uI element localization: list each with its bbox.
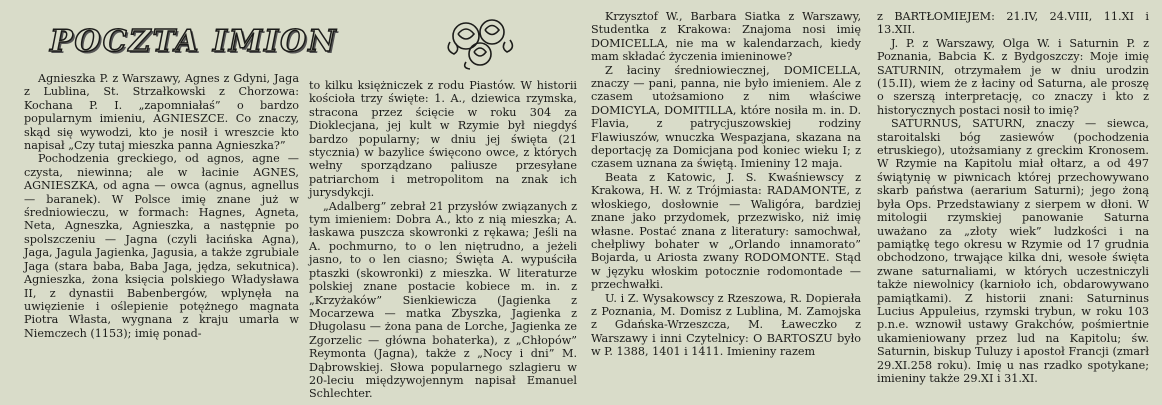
paragraph: U. i Z. Wysakowscy z Rzeszowa, R. Dopierała z Poznania, M. Domisz z Lublina, M. Zamojska z Gdańska-Wrzeszcza, M. Ławeczko z Warszawy i inni Czytelnicy: O BARTOSZU było w P. 1388, 1401 i 1411. Imieniny razem <box>591 291 861 359</box>
paragraph: „Adalberg” zebrał 21 przysłów związanych z tym imieniem: Dobra A., kto z nią mieszka; A. łaskawa puszcza skowronki z rękawa; Jeśli na A. pochmurno, to o len niętrudno, a jeżeli jasno, to o len ciasno; Święta A. wypuściła ptaszki (skowronki) z mieszka. W literaturze polskiej znane postacie kobiece m. in. z „Krzyżaków” Sienkiewicza (Jagienka z Mocarzewa — matka Zbyszka, Jagienka z Długolasu — żona pana de Lorche, Jagienka ze Zgorzelic — główna bohaterka), z „Chłopów” Reymonta (Jagna), także z „Nocy i dni” M. Dąbrowskiej. Słowa popularnego szlagieru w 20-leciu międzywojennym napisał Emanuel Schlechter. <box>309 199 577 401</box>
paragraph: to kilku księżniczek z rodu Piastów. W historii kościoła trzy święte: 1. A., dziewica rzymska, stracona przez ścięcie w roku 304 za Dioklecjana, jej kult w Rzymie był niegdyś bardzo popularny; w dniu jej święta (21 stycznia) w bazylice święcono owce, z których wełny sporządzano paliusze przesyłane patriarchom i metropolitom na znak ich jurysdykcji. <box>309 79 577 200</box>
page-title: POCZTA IMION <box>50 24 338 59</box>
paragraph: z BARTŁOMIEJEM: 21.IV, 24.VIII, 11.XI i 13.XII. <box>877 10 1149 37</box>
paragraph: Krzysztof W., Barbara Siatka z Warszawy, Studentka z Krakowa: Znajoma nosi imię DOMICELLA, nie ma w kalendarzach, kiedy mam składać życzenia imieninowe? <box>591 10 861 64</box>
paragraph: J. P. z Warszawy, Olga W. i Saturnin P. z Poznania, Babcia K. z Bydgoszczy: Moje imię SATURNIN, otrzymałem je w dniu urodzin (15.II), wiem że z łaciny od Saturna, ale proszę o szerszą interpretację, co znaczy i kto z historycznych postaci nosił to imię? <box>877 36 1149 117</box>
text-column-2 <box>309 79 577 401</box>
text-column-3 <box>591 10 861 359</box>
paragraph: SATURNUS, SATURN, znaczy — siewca, staroitalski bóg zasiewów (pochodzenia etruskiego), utożsamiany z greckim Kronosem. W Rzymie na Kapitolu miał ołtarz, a od 497 świątynię w piwnicach której przechowywano skarb państwa (aerarium Saturni); jego żoną była Ops. Przedstawiany z sierpem w dłoni. W mitologii rzymskiej panowanie Saturna uważano za „złoty wiek” ludzkości i na pamiątkę tego okresu w Rzymie od 17 grudnia obchodzono, trwające kilka dni, wesołe święta zwane saturnaliami, w których uczestniczyli także niewolnicy (karnioło ich, obdarowywano pamiątkami). Z historii znani: Saturninus Lucius Appuleius, rzymski trybun, w roku 103 p.n.e. wznowił ustawy Grakchów, pośmiertnie ukamieniowany przez lud na Kapitolu; św. Saturnin, biskup Tuluzy i apostoł Francji (zmarł 29.XI.258 roku). Imię u nas rzadko spotykane; imieniny także 29.XI i 31.XI. <box>877 117 1149 385</box>
flower-icon <box>444 12 518 70</box>
paragraph: Z łaciny średniowiecznej, DOMICELLA, znaczy — pani, panna, nie było imieniem. Ale z czasem utożsamiono z nim właściwe DOMICYLA, DOMITILLA, które nosiła m. in. D. Flavia, z patrycjuszowskiej rodziny Flawiuszów, wnuczka Wespazjana, skazana na deportację za Domicjana pod koniec wieku I; z czasem uznana za świętą. Imieniny 12 maja. <box>591 63 861 171</box>
text-column-4 <box>877 10 1149 385</box>
paragraph: Pochodzenia greckiego, od agnos, agne — czysta, niewinna; ale w łacinie AGNES, AGNIESZKA, od agna — owca (agnus, agnellus — baranek). W Polsce imię znane już w średniowieczu, w formach: Hagnes, Agneta, Neta, Agneszka, Agnieszka, a następnie po spolszczeniu — Jagna (czyli łacińska Agna), Jaga, Jagula Jagienka, Jagusia, a także zgrubiale Jaga (stara baba, Baba Jaga, jędza, sekutnica). Agnieszka, żona księcia polskiego Władysława II, z dynastii Babenbergów, wplynęła na uwięzienie i oślepienie potężnego magnata Piotra Własta, wygnana z kraju umarła w Niemczech (1153); imię ponad- <box>24 152 299 340</box>
paragraph: Beata z Katowic, J. S. Kwaśniewscy z Krakowa, H. W. z Trójmiasta: RADAMONTE, z włoskiego, dosłownie — Waligóra, bardziej znane jako przydomek, przezwisko, niż imię własne. Postać znana z literatury: samochwał, chełpliwy bohater w „Orlando innamorato” Bojarda, u Ariosta zwany RODOMONTE. Stąd w języku włoskim potocznie rodomontade — przechwałki. <box>591 170 861 292</box>
column-header <box>22 10 574 72</box>
paragraph: Agnieszka P. z Warszawy, Agnes z Gdyni, Jaga z Lublina, St. Strzałkowski z Chorzowa: Kochana P. I. „zapomniałaś” o bardzo popularnym imieniu, AGNIESZCE. Co znaczy, skąd się wywodzi, kto je nosił i wreszcie kto napisał „Czy tutaj mieszka panna Agnieszka?” <box>24 72 299 153</box>
text-column-1 <box>24 72 299 340</box>
